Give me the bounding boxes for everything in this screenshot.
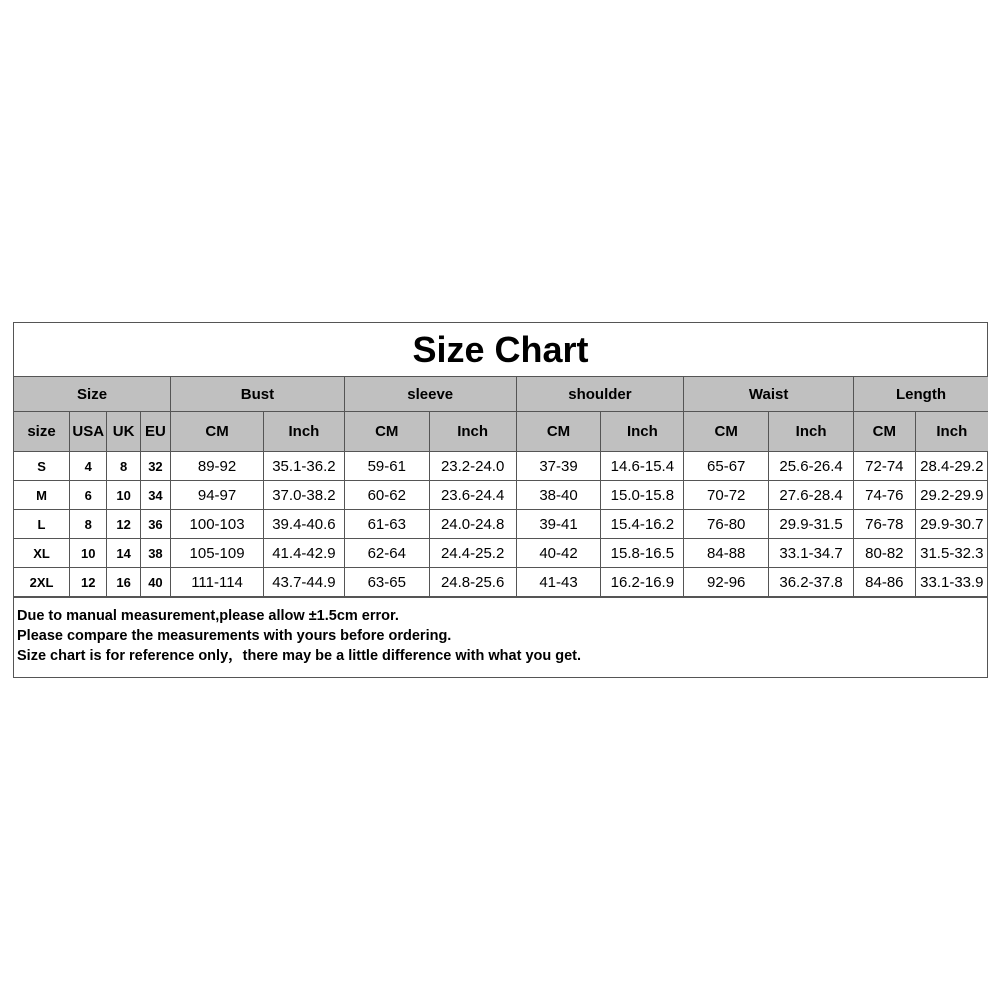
table-cell: 40 xyxy=(140,568,170,597)
table-row xyxy=(14,452,988,481)
chart-title: Size Chart xyxy=(14,323,987,377)
group-header-length: Length xyxy=(854,377,988,412)
table-cell: L xyxy=(14,510,70,539)
table-cell: 80-82 xyxy=(854,539,916,568)
group-header-bust: Bust xyxy=(171,377,345,412)
table-cell: 14 xyxy=(107,539,140,568)
table-cell: 15.0-15.8 xyxy=(601,481,684,510)
column-header: CM xyxy=(344,412,429,452)
table-cell: 105-109 xyxy=(171,539,264,568)
group-header-row xyxy=(14,377,988,412)
table-cell: 59-61 xyxy=(344,452,429,481)
column-header: Inch xyxy=(601,412,684,452)
table-cell: 62-64 xyxy=(344,539,429,568)
table-cell: 41-43 xyxy=(516,568,601,597)
table-cell: 27.6-28.4 xyxy=(769,481,854,510)
note-line: Due to manual measurement,please allow ±1.5cm error. xyxy=(17,608,399,624)
table-cell: 43.7-44.9 xyxy=(264,568,345,597)
table-row xyxy=(14,568,988,597)
table-cell: 92-96 xyxy=(684,568,769,597)
table-cell: 15.8-16.5 xyxy=(601,539,684,568)
table-cell: 33.1-34.7 xyxy=(769,539,854,568)
table-cell: 10 xyxy=(70,539,107,568)
table-cell: 16.2-16.9 xyxy=(601,568,684,597)
table-cell: 84-86 xyxy=(854,568,916,597)
table-cell: 24.4-25.2 xyxy=(429,539,516,568)
table-cell: 72-74 xyxy=(854,452,916,481)
note-line: Please compare the measurements with yours before ordering. xyxy=(17,628,452,644)
column-header: size xyxy=(14,412,70,452)
table-cell: 36 xyxy=(140,510,170,539)
table-cell: 24.0-24.8 xyxy=(429,510,516,539)
table-cell: M xyxy=(14,481,70,510)
table-cell: 84-88 xyxy=(684,539,769,568)
table-cell: 36.2-37.8 xyxy=(769,568,854,597)
table-cell: 39.4-40.6 xyxy=(264,510,345,539)
table-cell: 37-39 xyxy=(516,452,601,481)
table-cell: XL xyxy=(14,539,70,568)
table-cell: 2XL xyxy=(14,568,70,597)
column-header: CM xyxy=(516,412,601,452)
table-cell: 70-72 xyxy=(684,481,769,510)
column-header: UK xyxy=(107,412,140,452)
column-header: CM xyxy=(171,412,264,452)
table-cell: 32 xyxy=(140,452,170,481)
table-cell: 89-92 xyxy=(171,452,264,481)
column-header: Inch xyxy=(264,412,345,452)
table-cell: 38 xyxy=(140,539,170,568)
table-cell: 23.6-24.4 xyxy=(429,481,516,510)
table-cell: 74-76 xyxy=(854,481,916,510)
table-cell: 61-63 xyxy=(344,510,429,539)
table-cell: 15.4-16.2 xyxy=(601,510,684,539)
column-header: Inch xyxy=(769,412,854,452)
table-cell: 24.8-25.6 xyxy=(429,568,516,597)
table-cell: 40-42 xyxy=(516,539,601,568)
group-header-waist: Waist xyxy=(684,377,854,412)
table-cell: 29.9-31.5 xyxy=(769,510,854,539)
table-row xyxy=(14,481,988,510)
table-cell: 16 xyxy=(107,568,140,597)
table-cell: S xyxy=(14,452,70,481)
table-cell: 31.5-32.3 xyxy=(915,539,988,568)
notes xyxy=(14,597,987,666)
table-cell: 41.4-42.9 xyxy=(264,539,345,568)
table-row xyxy=(14,539,988,568)
table-cell: 100-103 xyxy=(171,510,264,539)
table-cell: 63-65 xyxy=(344,568,429,597)
column-header: USA xyxy=(70,412,107,452)
table-cell: 10 xyxy=(107,481,140,510)
table-cell: 111-114 xyxy=(171,568,264,597)
table-cell: 38-40 xyxy=(516,481,601,510)
table-cell: 6 xyxy=(70,481,107,510)
note-line: Size chart is for reference only，there may be a little difference with what you get. xyxy=(17,648,582,664)
table-cell: 28.4-29.2 xyxy=(915,452,988,481)
table-cell: 29.9-30.7 xyxy=(915,510,988,539)
size-table xyxy=(14,377,988,597)
table-cell: 34 xyxy=(140,481,170,510)
group-header-shoulder: shoulder xyxy=(516,377,684,412)
table-cell: 39-41 xyxy=(516,510,601,539)
table-cell: 94-97 xyxy=(171,481,264,510)
table-cell: 65-67 xyxy=(684,452,769,481)
table-cell: 12 xyxy=(70,568,107,597)
table-cell: 14.6-15.4 xyxy=(601,452,684,481)
column-header: Inch xyxy=(429,412,516,452)
column-header: Inch xyxy=(915,412,988,452)
table-cell: 25.6-26.4 xyxy=(769,452,854,481)
size-chart-sheet xyxy=(13,322,988,678)
table-cell: 76-80 xyxy=(684,510,769,539)
group-header-sleeve: sleeve xyxy=(344,377,516,412)
column-header: CM xyxy=(854,412,916,452)
table-cell: 8 xyxy=(70,510,107,539)
table-body xyxy=(14,452,988,597)
table-cell: 4 xyxy=(70,452,107,481)
table-cell: 8 xyxy=(107,452,140,481)
column-header: EU xyxy=(140,412,170,452)
table-cell: 12 xyxy=(107,510,140,539)
table-cell: 23.2-24.0 xyxy=(429,452,516,481)
sub-header-row xyxy=(14,412,988,452)
table-cell: 33.1-33.9 xyxy=(915,568,988,597)
table-cell: 37.0-38.2 xyxy=(264,481,345,510)
table-cell: 29.2-29.9 xyxy=(915,481,988,510)
table-cell: 76-78 xyxy=(854,510,916,539)
table-row xyxy=(14,510,988,539)
column-header: CM xyxy=(684,412,769,452)
group-header-size: Size xyxy=(14,377,171,412)
table-cell: 60-62 xyxy=(344,481,429,510)
table-cell: 35.1-36.2 xyxy=(264,452,345,481)
